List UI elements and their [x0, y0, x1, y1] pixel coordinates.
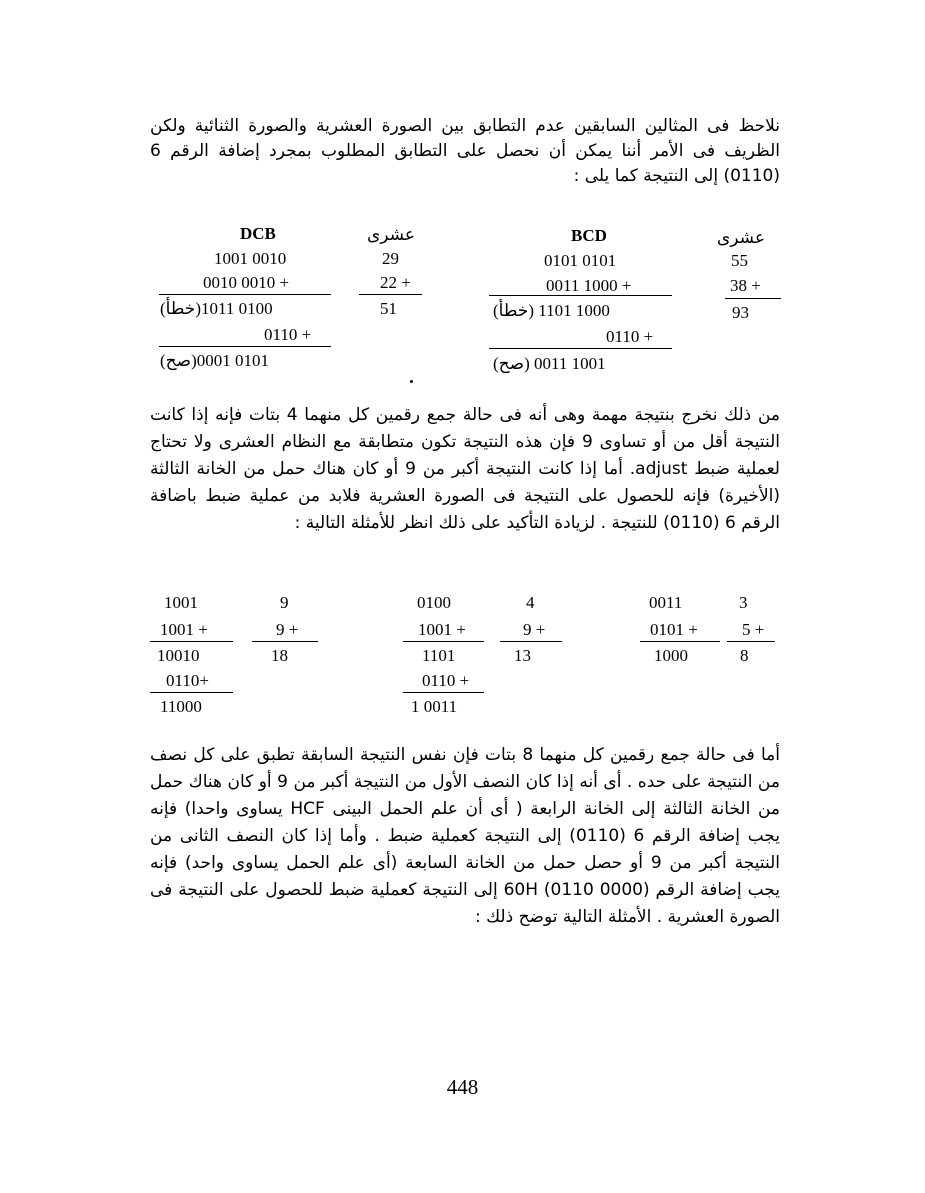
dcb-header: DCB — [240, 224, 276, 243]
bin-value: (صح)0101 0001 — [160, 351, 270, 370]
dec-value: 93 — [732, 303, 749, 322]
sum-rule — [150, 641, 233, 642]
rule-paragraph: من ذلك نخرج بنتيجة مهمة وهى أنه فى حالة جمع رقمين كل منهما 4 بتات فإنه إذا كانت النتيجة أقل من أو تساوى 9 فإن هذه النتيجة تكون متطابقة مع النظام العشرى ولا تحتاج لعملية ضبط adjust. أما إذا كانت النتيجة أكبر من 9 أو كان هناك حمل من الخانة الثالثة (الأخيرة) فإنه للحصول على النتيجة فى الصورة العشرية فلابد من عملية ضبط باضافة الرقم 6 (0110) للنتيجة . لزيادة التأكيد على ذلك انظر للأمثلة التالية : — [150, 405, 780, 533]
decimal-header: عشرى — [367, 225, 415, 245]
dec-value: 13 — [514, 646, 531, 665]
bin-value: (خطأ) 1000 1101 — [493, 301, 610, 320]
sum-rule — [359, 294, 422, 295]
sum-rule — [159, 294, 331, 295]
dec-value: 4 — [526, 593, 535, 612]
dec-value: 5 + — [742, 620, 765, 639]
intro-paragraph: نلاحظ فى المثالين السابقين عدم التطابق بين الصورة العشرية والصورة الثنائية ولكن الظريف فى الأمر أننا يمكن أن نحصل على التطابق المطلوب بمجرد إضافة الرقم 6 (0110) إلى النتيجة كما يلى : — [150, 116, 780, 186]
eight-bit-paragraph: أما فى حالة جمع رقمين كل منهما 8 بتات فإن نفس النتيجة السابقة تطبق على كل نصف من النتيجة على حده . أى أنه إذا كان النصف الأول من النتيجة أكبر من 9 أو كان هناك حمل من الخانة الثالثة إلى الخانة الرابعة ( أى أن علم الحمل البينى HCF يساوى واحدا) فإنه يجب إضافة الرقم 6 (0110) إلى النتيجة كعملية ضبط . وأما إذا كان النصف الثانى من النتيجة أكبر من 9 أو حصل حمل من الخانة السابعة (أى علم الحمل يساوى واحد) فإنه يجب إضافة الرقم 60H (0110 0000) إلى النتيجة كعملية ضبط للحصول على النتيجة فى الصورة العشرية . الأمثلة التالية توضح ذلك : — [150, 745, 781, 927]
dec-value: 55 — [731, 251, 748, 270]
sum-rule — [252, 641, 318, 642]
sum-rule — [489, 295, 672, 296]
sum-rule — [500, 641, 562, 642]
bin-value: 1101 — [422, 646, 456, 665]
bin-value: 0110 + — [422, 671, 470, 690]
bin-value: 1001 — [164, 593, 198, 612]
bin-value: (صح) 1001 0011 — [493, 354, 606, 373]
bin-value: 0010 0010 + — [203, 273, 290, 292]
bin-value: 0011 — [649, 593, 683, 612]
bin-value: 0110 + — [264, 325, 312, 344]
decimal-header: عشرى — [717, 228, 765, 248]
dec-value: 3 — [739, 593, 748, 612]
dec-value: 38 + — [730, 276, 761, 295]
bin-value: 0100 — [417, 593, 451, 612]
dec-value: 9 + — [523, 620, 546, 639]
stray-dot — [410, 380, 413, 383]
bin-value: 1001 0010 — [214, 249, 287, 268]
sum-rule — [489, 348, 672, 349]
sum-rule — [403, 692, 484, 693]
bin-value: 1 0011 — [411, 697, 458, 716]
bin-value: 0110+ — [166, 671, 209, 690]
bin-value: 11000 — [160, 697, 202, 716]
dec-value: 9 + — [276, 620, 299, 639]
dec-value: 9 — [280, 593, 289, 612]
bin-value: 1000 — [654, 646, 688, 665]
dec-value: 22 + — [380, 273, 411, 292]
bin-value: 0011 1000 + — [546, 276, 632, 295]
bcd-header: BCD — [571, 226, 607, 245]
sum-rule — [159, 346, 331, 347]
sum-rule — [150, 692, 233, 693]
sum-rule — [403, 641, 484, 642]
bin-value: 0110 + — [606, 327, 654, 346]
dec-value: 29 — [382, 249, 399, 268]
dec-value: 18 — [271, 646, 288, 665]
page-number: 448 — [446, 1075, 479, 1099]
dec-value: 8 — [740, 646, 749, 665]
sum-rule — [640, 641, 720, 642]
bin-value: 1001 + — [418, 620, 466, 639]
sum-rule — [725, 298, 781, 299]
bin-value: 10010 — [157, 646, 200, 665]
sum-rule — [727, 641, 775, 642]
dec-value: 51 — [380, 299, 397, 318]
bin-value: 0101 0101 — [544, 251, 617, 270]
bin-value: 0101 + — [650, 620, 698, 639]
bin-value: (خطأ)0100 1011 — [160, 299, 273, 318]
bin-value: 1001 + — [160, 620, 208, 639]
